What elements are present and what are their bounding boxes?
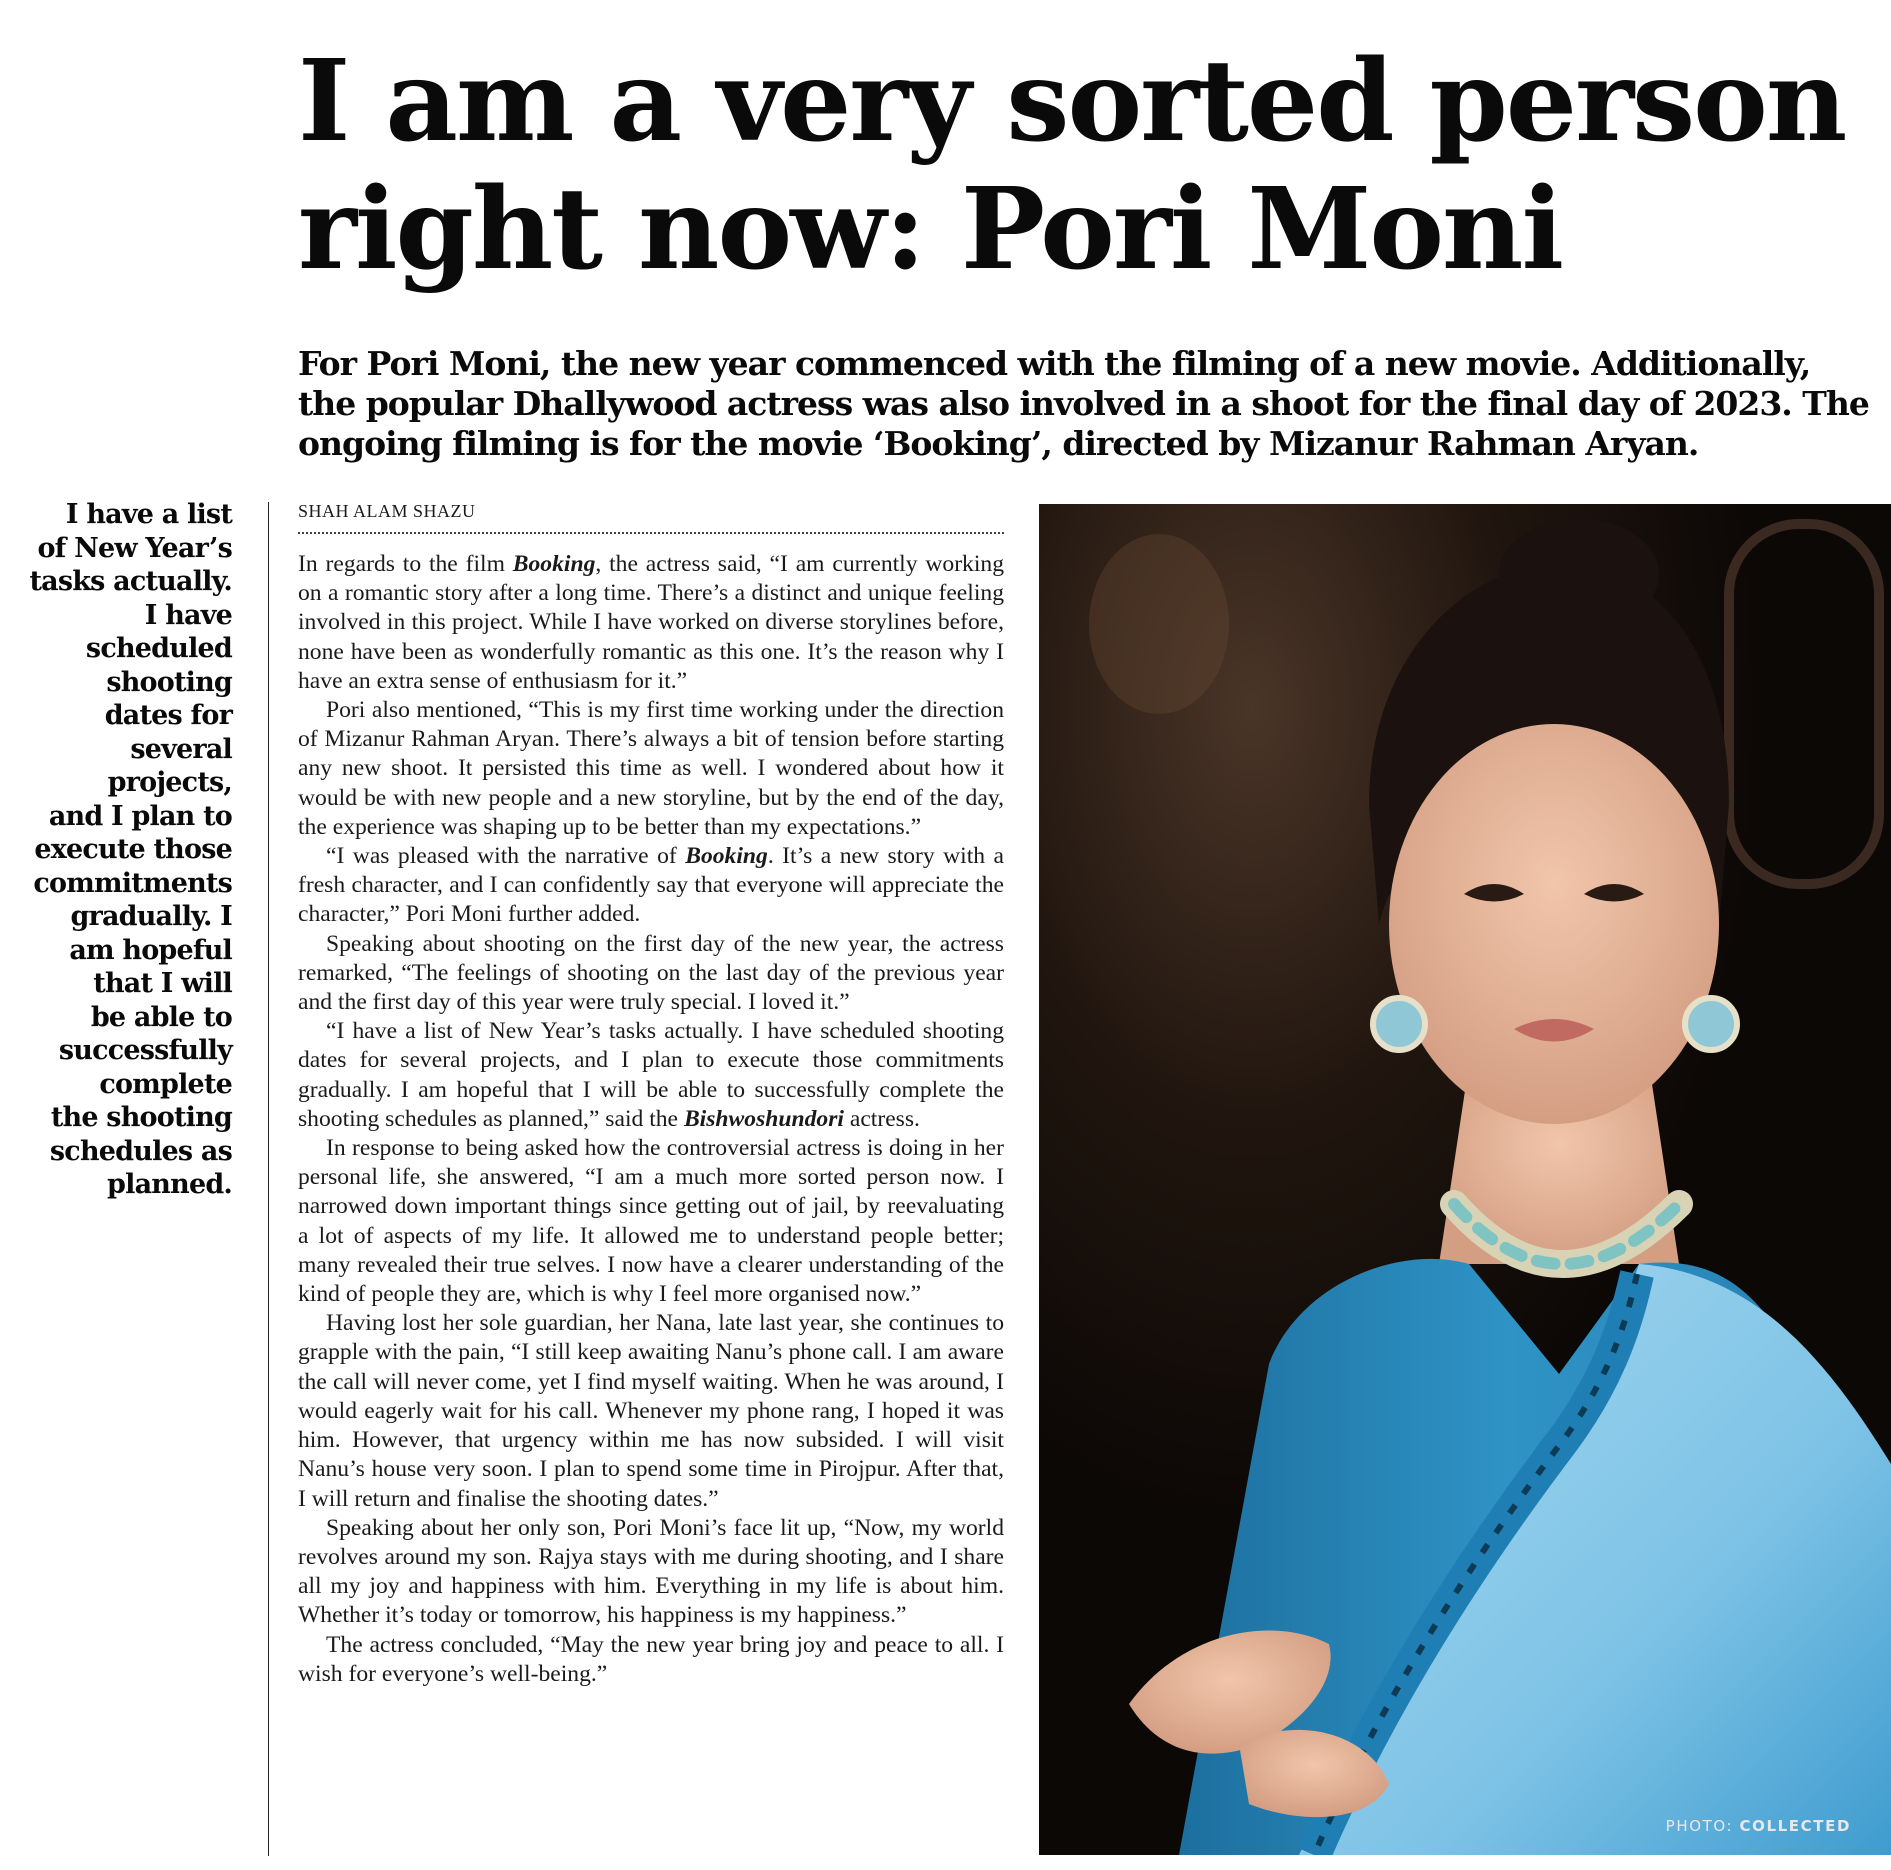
hair-bun bbox=[1499, 519, 1659, 629]
text-run: actress. bbox=[843, 1105, 920, 1132]
film-title: Bishwoshundori bbox=[683, 1105, 844, 1132]
article-body bbox=[298, 550, 1004, 1689]
pull-quote-line: be able to bbox=[90, 1001, 232, 1033]
paragraph: In response to being asked how the controversial actress is doing in her personal life, she answered, “I am a much more sorted person now. I narrowed down important things since getting out of jail, by reevaluating a lot of aspects of my life. It allowed me to understand people better; many revealed their true selves. I now have a clearer understanding of the kind of people they are, which is why I feel more organised now.” bbox=[298, 1135, 1004, 1308]
text-run: , the actress said, “I am currently working on a romantic story after a long time. There’s a distinct and unique feeling involved in this project. While I have worked on diverse storylines before, none have been as wonderfully romantic as this one. It’s the reason why I have an extra sense of enthusiasm for it.” bbox=[298, 551, 1004, 694]
pull-quote-line: and I plan to bbox=[48, 800, 232, 832]
pull-quote-line: schedules as bbox=[49, 1135, 232, 1167]
standfirst bbox=[298, 344, 1883, 464]
portrait-illustration bbox=[1039, 504, 1891, 1855]
pull-quote-line: dates for bbox=[104, 700, 232, 731]
pull-quote-line: gradually. I bbox=[70, 901, 232, 932]
paragraph bbox=[298, 1017, 1004, 1134]
pull-quote-line: the shooting bbox=[50, 1102, 232, 1133]
byline: SHAH ALAM SHAZU bbox=[298, 501, 1004, 534]
pull-quote-line: shooting bbox=[106, 666, 232, 698]
pull-quote-line: of New Year’s bbox=[37, 532, 232, 564]
paragraph: The actress concluded, “May the new year bring joy and peace to all. I wish for everyone’s well-being.” bbox=[298, 1631, 1004, 1687]
pull-quote-line: I have bbox=[144, 599, 232, 631]
pull-quote-line: scheduled bbox=[85, 633, 232, 664]
photo-credit bbox=[1666, 1817, 1851, 1835]
portrait-photo bbox=[1039, 504, 1891, 1855]
headline bbox=[298, 38, 1878, 294]
headline-line: I am a very sorted person bbox=[298, 36, 1846, 167]
paragraph: Having lost her sole guardian, her Nana, late last year, she continues to grapple with the pain, “I still keep awaiting Nanu’s phone call. I am aware the call will never come, yet I find myself waiting. When he was around, I would eagerly wait for his call. Whenever my phone rang, I hoped it was him. However, that urgency within me has now subsided. I will visit Nanu’s house very soon. I plan to spend some time in Pirojpur. After that, I will return and finalise the shooting dates.” bbox=[298, 1310, 1004, 1512]
text-run: . It’s a new story with a fresh character, and I can confidently say that everyone will appreciate the character,” Pori Moni further added. bbox=[298, 843, 1004, 928]
pull-quote-line: I have a list bbox=[65, 499, 232, 530]
face bbox=[1389, 724, 1719, 1124]
paragraph: Speaking about shooting on the first day of the new year, the actress remarked, “The feelings of shooting on the last day of the previous year and the first day of this year were truly special. I loved it.” bbox=[298, 930, 1004, 1016]
bokeh-light bbox=[1089, 534, 1229, 714]
headline-line: right now: Pori Moni bbox=[298, 164, 1563, 295]
pull-quote bbox=[6, 498, 232, 1202]
film-title: Booking bbox=[512, 551, 596, 577]
standfirst-line: ongoing filming is for the movie ‘Booking’, directed by Mizanur Rahman Aryan. bbox=[298, 424, 1699, 463]
pull-quote-line: successfully bbox=[58, 1035, 232, 1066]
pull-quote-line: execute those bbox=[34, 834, 232, 865]
credit-prefix: PHOTO: bbox=[1665, 1817, 1740, 1835]
paragraph bbox=[298, 550, 1004, 696]
paragraph: Speaking about her only son, Pori Moni’s face lit up, “Now, my world revolves around my son. Rajya stays with me during shooting, and I share all my joy and happiness with him. Everything in my life is about him. Whether it’s today or tomorrow, his happiness is my happiness.” bbox=[298, 1514, 1004, 1629]
text-run: “I have a list of New Year’s tasks actually. I have scheduled shooting dates for several projects, and I plan to execute those commitments gradually. I am hopeful that I will be able to successfully complete the shooting schedules as planned,” said the bbox=[298, 1018, 1004, 1132]
pull-quote-line: several bbox=[130, 733, 232, 765]
paragraph: Pori also mentioned, “This is my first time working under the direction of Mizanur Rahman Aryan. There’s always a bit of tension before starting any new shoot. It persisted this time as well. I wondered about how it would be with new people and a new storyline, but by the end of the day, the experience was shaping up to be better than my expectations.” bbox=[298, 697, 1004, 840]
pull-quote-line: tasks actually. bbox=[29, 566, 232, 597]
earring bbox=[1685, 998, 1737, 1050]
pull-quote-line: commitments bbox=[33, 867, 232, 899]
pull-quote-line: projects, bbox=[107, 767, 232, 798]
earring bbox=[1373, 998, 1425, 1050]
paragraph bbox=[298, 842, 1004, 930]
text-run: In regards to the film bbox=[298, 551, 513, 577]
film-title: Booking bbox=[685, 843, 768, 870]
standfirst-line: For Pori Moni, the new year commenced with the filming of a new movie. Additionally, bbox=[298, 344, 1811, 383]
pull-quote-line: am hopeful bbox=[69, 934, 232, 966]
pull-quote-line: planned. bbox=[107, 1169, 232, 1200]
credit-source: COLLECTED bbox=[1739, 1817, 1851, 1835]
pull-quote-line: that I will bbox=[93, 968, 232, 999]
standfirst-line: the popular Dhallywood actress was also involved in a shoot for the final day of 2023. The bbox=[298, 384, 1869, 423]
text-run: “I was pleased with the narrative of bbox=[326, 843, 686, 870]
pull-quote-line: complete bbox=[99, 1068, 232, 1100]
column-divider bbox=[268, 502, 269, 1856]
